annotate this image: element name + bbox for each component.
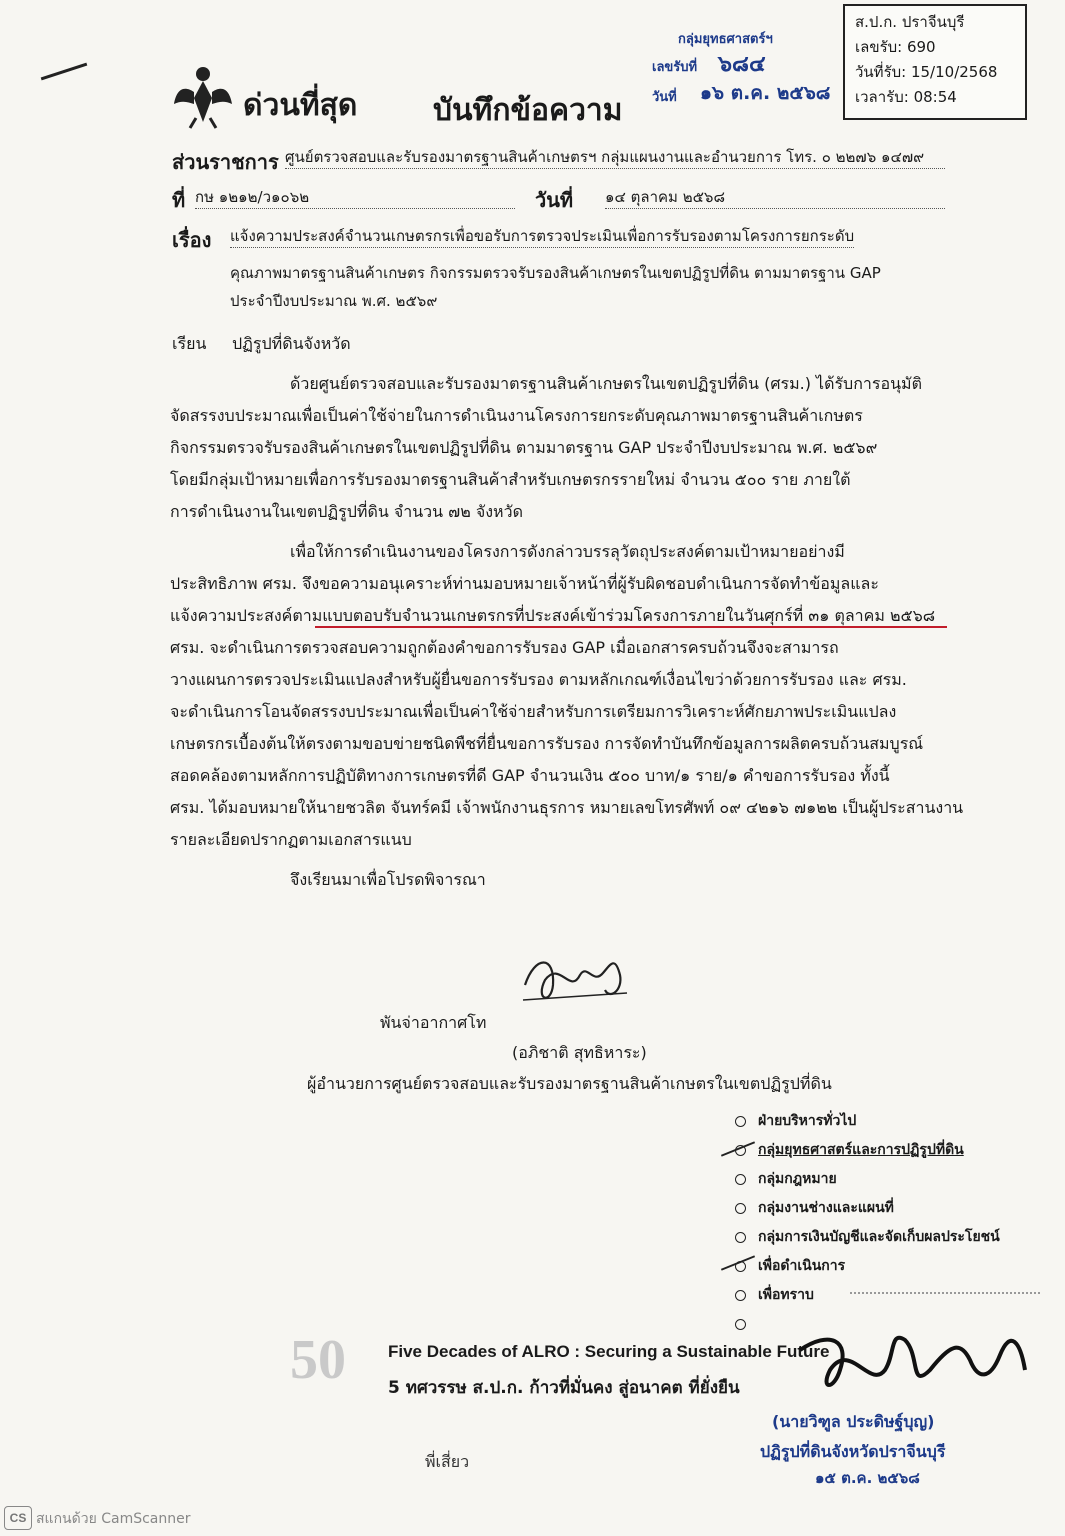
ref-label: ที่	[172, 188, 186, 212]
subject-line-2: คุณภาพมาตรฐานสินค้าเกษตร กิจกรรมตรวจรับรองสินค้าเกษตรในเขตปฏิรูปที่ดิน ตามมาตรฐาน GAP	[230, 264, 881, 282]
checkbox-circle-icon	[735, 1174, 746, 1185]
closing-line: จึงเรียนมาเพื่อโปรดพิจารณา	[290, 870, 486, 889]
stamp-no-label: เลขรับที่	[652, 60, 698, 75]
alro-50-logo: 50	[290, 1329, 346, 1391]
para1-line-1: ด้วยศูนย์ตรวจสอบและรับรองมาตรฐานสินค้าเกษตรในเขตปฏิรูปที่ดิน (ศรม.) ได้รับการอนุมัติ	[290, 374, 922, 393]
signer-position: ผู้อำนวยการศูนย์ตรวจสอบและรับรองมาตรฐานสินค้าเกษตรในเขตปฏิรูปที่ดิน	[307, 1074, 832, 1093]
to-value: ปฏิรูปที่ดินจังหวัด	[232, 334, 351, 353]
approver-date: ๑๕ ต.ค. ๒๕๖๘	[815, 1469, 920, 1487]
subject-line-3: ประจำปีงบประมาณ พ.ศ. ๒๕๖๙	[230, 292, 438, 310]
checkbox-circle-icon	[735, 1116, 746, 1127]
para2-line-2: ประสิทธิภาพ ศรม. จึงขอความอนุเคราะห์ท่านมอบหมายเจ้าหน้าที่ผู้รับผิดชอบดำเนินการจัดทำข้อมูลและ	[170, 574, 879, 593]
signer-name: (อภิชาติ สุทธิหาระ)	[512, 1043, 647, 1062]
stamp-group: กลุ่มยุทธศาสตร์ฯ	[678, 32, 773, 47]
routing-item-checked: กลุ่มยุทธศาสตร์และการปฏิรูปที่ดิน	[735, 1139, 1045, 1161]
receipt-time: เวลารับ: 08:54	[855, 88, 957, 106]
stamp-date-value: ๑๖ ต.ค. ๒๕๖๘	[700, 82, 831, 104]
routing-item: กลุ่มการเงินบัญชีและจัดเก็บผลประโยชน์	[735, 1226, 1045, 1248]
receipt-box	[843, 4, 1027, 120]
para1-line-5: การดำเนินงานในเขตปฏิรูปที่ดิน จำนวน ๗๒ จังหวัด	[170, 502, 523, 521]
para1-line-2: จัดสรรงบประมาณเพื่อเป็นค่าใช้จ่ายในการดำเนินงานโครงการยกระดับคุณภาพมาตรฐานสินค้าเกษตร	[170, 406, 863, 425]
para2-line-5: วางแผนการตรวจประเมินแปลงสำหรับผู้ยื่นขอการรับรอง ตามหลักเกณฑ์เงื่อนไขว่าด้วยการรับรอง และ ศรม.	[170, 670, 907, 689]
routing-item-checked: เพื่อดำเนินการ	[735, 1255, 1045, 1277]
routing-item: กลุ่มกฎหมาย	[735, 1168, 1045, 1190]
to-label: เรียน	[172, 334, 207, 353]
routing-item: เพื่อทราบ	[735, 1284, 1045, 1306]
subject-label: เรื่อง	[172, 228, 212, 252]
para2-line-7: เกษตรกรเบื้องต้นให้ตรงตามขอบข่ายชนิดพืชที่ยื่นขอการรับรอง การจัดทำบันทึกข้อมูลการผลิตครบถ้วนสมบูรณ์	[170, 734, 924, 753]
routing-item: ฝ่ายบริหารทั่วไป	[735, 1110, 1045, 1132]
camscanner-badge: CS	[4, 1506, 32, 1530]
agency-label: ส่วนราชการ	[172, 150, 279, 174]
para2-line-9: ศรม. ได้มอบหมายให้นายชวลิต จันทร์คมี เจ้าพนักงานธุรการ หมายเลขโทรศัพท์ ๐๙ ๔๒๑๖ ๗๑๒๒ เป็นผู้ประสานงาน	[170, 798, 964, 817]
agency-value: ศูนย์ตรวจสอบและรับรองมาตรฐานสินค้าเกษตรฯ กลุ่มแผนงานและอำนวยการ โทร. ๐ ๒๒๗๖ ๑๔๗๙	[285, 146, 945, 169]
receipt-date: วันที่รับ: 15/10/2568	[855, 63, 998, 81]
subject-line-1: แจ้งความประสงค์จำนวนเกษตรกรเพื่อขอรับการตรวจประเมินเพื่อการรับรองตามโครงการยกระดับ	[230, 225, 854, 248]
para2-line-1: เพื่อให้การดำเนินงานของโครงการดังกล่าวบรรลุวัตถุประสงค์ตามเป้าหมายอย่างมี	[290, 542, 845, 561]
checkbox-circle-icon	[735, 1290, 746, 1301]
checkbox-circle-icon	[735, 1319, 746, 1330]
urgency-label: ด่วนที่สุด	[243, 88, 358, 123]
slogan-english: Five Decades of ALRO : Securing a Sustainable Future	[388, 1342, 830, 1361]
receipt-number: เลขรับ: 690	[855, 38, 936, 56]
stamp-date-label: วันที่	[652, 90, 677, 105]
red-underline	[315, 626, 947, 628]
para2-line-8: สอดคล้องตามหลักการปฏิบัติทางการเกษตรที่ดี GAP จำนวนเงิน ๕๐๐ บาท/๑ ราย/๑ คำขอการรับรอง ทั้งนี้	[170, 766, 890, 785]
director-signature	[515, 945, 635, 1015]
para2-line-10: รายละเอียดปรากฏตามเอกสารแนบ	[170, 830, 412, 849]
approver-signature	[790, 1310, 1045, 1410]
approver-position: ปฏิรูปที่ดินจังหวัดปราจีนบุรี	[760, 1442, 946, 1461]
date-label: วันที่	[535, 188, 574, 212]
slogan-thai: 5 ทศวรรษ ส.ป.ก. ก้าวที่มั่นคง สู่อนาคต ที่ยั่งยืน	[388, 1378, 740, 1398]
receive-stamp	[650, 28, 835, 108]
approver-name: (นายวิฑูล ประดิษฐ์บุญ)	[772, 1412, 935, 1431]
para2-line-3: แจ้งความประสงค์ตามแบบตอบรับจำนวนเกษตรกรที่ประสงค์เข้าร่วมโครงการภายในวันศุกร์ที่ ๓๑ ตุลาคม ๒๕๖๘	[170, 606, 936, 625]
stamp-no-value: ๖๘๔	[718, 52, 766, 77]
ref-value: กษ ๑๒๑๒/ว๑๐๖๒	[195, 186, 515, 209]
handwritten-note: พี่เสี่ยว	[425, 1452, 470, 1471]
receipt-org: ส.ป.ก. ปราจีนบุรี	[855, 13, 965, 31]
memo-title: บันทึกข้อความ	[433, 93, 623, 128]
faint-stamp-trace	[850, 1290, 1040, 1294]
para1-line-3: กิจกรรมตรวจรับรองสินค้าเกษตรในเขตปฏิรูปที่ดิน ตามมาตรฐาน GAP ประจำปีงบประมาณ พ.ศ. ๒๕๖๙	[170, 438, 878, 457]
garuda-emblem-icon	[172, 62, 234, 130]
camscanner-watermark: สแกนด้วย CamScanner	[36, 1511, 191, 1527]
signer-rank: พันจ่าอากาศโท	[380, 1013, 487, 1032]
margin-pen-mark	[41, 63, 88, 81]
para2-line-6: จะดำเนินการโอนจัดสรรงบประมาณเพื่อเป็นค่าใช้จ่ายสำหรับการเตรียมการวิเคราะห์ศักยภาพประเมินแปลง	[170, 702, 897, 721]
checkbox-circle-icon	[735, 1232, 746, 1243]
para2-line-4: ศรม. จะดำเนินการตรวจสอบความถูกต้องคำขอการรับรอง GAP เมื่อเอกสารครบถ้วนจึงจะสามารถ	[170, 638, 839, 657]
checkbox-circle-icon	[735, 1203, 746, 1214]
routing-item: กลุ่มงานช่างและแผนที่	[735, 1197, 1045, 1219]
date-value: ๑๔ ตุลาคม ๒๕๖๘	[605, 186, 945, 209]
routing-list	[735, 1110, 1045, 1335]
para1-line-4: โดยมีกลุ่มเป้าหมายเพื่อการรับรองมาตรฐานสินค้าสำหรับเกษตรกรรายใหม่ จำนวน ๕๐๐ ราย ภายใต้	[170, 470, 851, 489]
